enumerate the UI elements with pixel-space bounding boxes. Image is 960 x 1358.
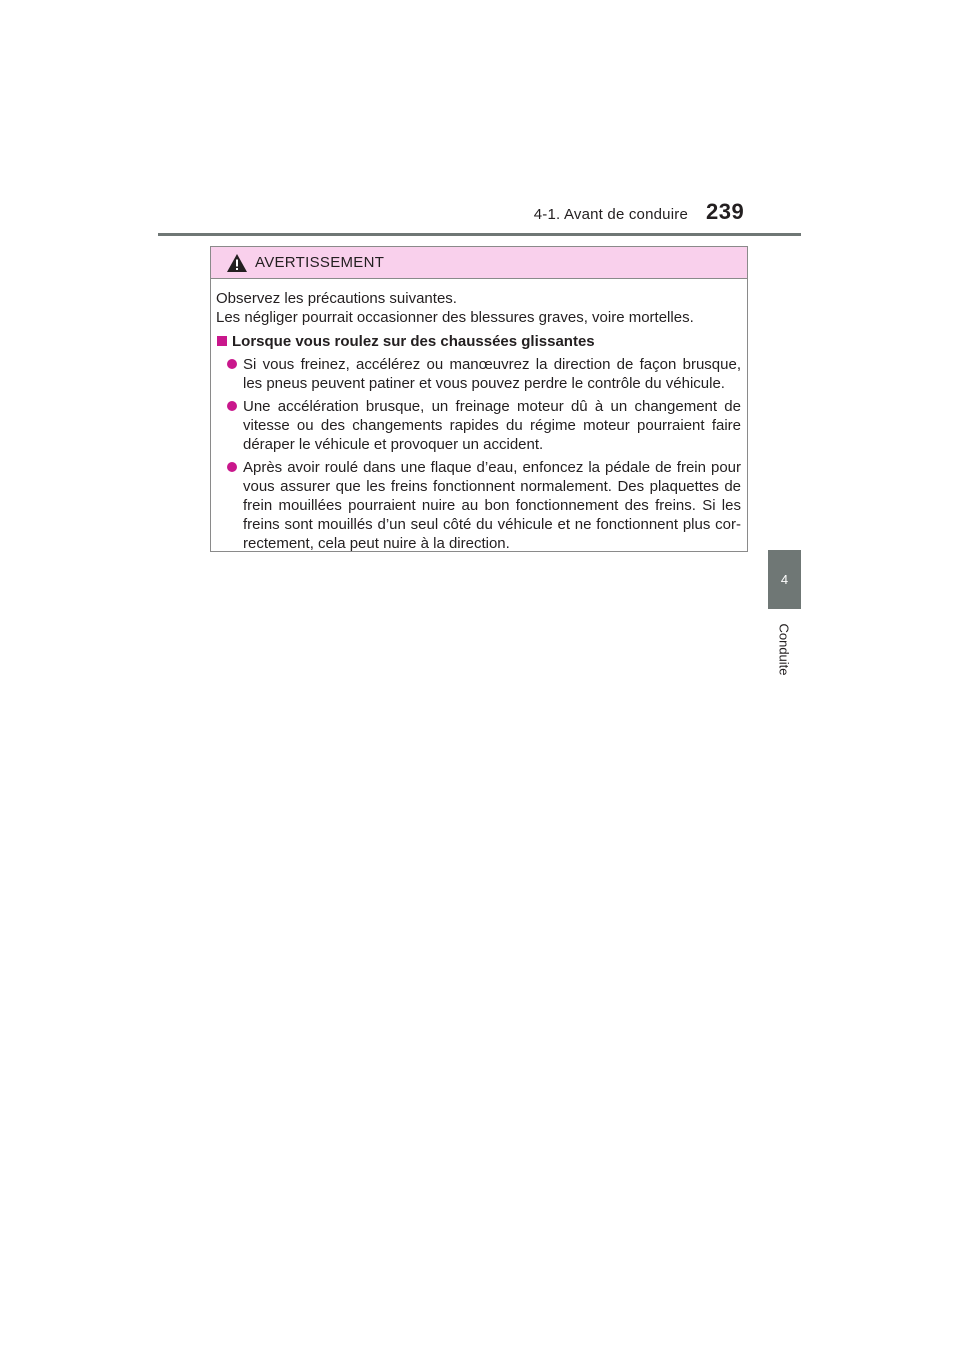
list-item <box>216 458 741 553</box>
warning-subheading <box>216 332 741 351</box>
list-item <box>216 397 741 454</box>
warning-title: AVERTISSEMENT <box>255 254 385 271</box>
chapter-tab <box>768 550 801 609</box>
warning-list <box>216 355 741 553</box>
warning-body <box>211 279 747 553</box>
warning-intro <box>216 289 741 327</box>
warning-triangle-icon <box>226 253 248 273</box>
bullet-dot-icon <box>227 359 237 369</box>
page-number: 239 <box>706 199 745 224</box>
list-item-text: Après avoir roulé dans une flaque d’eau, enfoncez la pédale de frein pour vous assurer que les freins fonctionnent normalement. Des plaquettes de frein mouillées pourraient nuire au bon fonctionnement des freins. Si les freins sont mouillés d’un seul côté du véhicule et ne fonctionnent plus cor-rectement, cela peut nuire à la direction. <box>243 459 741 552</box>
warning-box <box>210 246 748 552</box>
chapter-number: 4 <box>780 572 789 587</box>
intro-line: Les négliger pourrait occasionner des blessures graves, voire mortelles. <box>216 309 694 326</box>
subheading-text: Lorsque vous roulez sur des chaussées glissantes <box>232 333 595 350</box>
warning-header <box>211 247 747 279</box>
square-bullet-icon <box>217 336 227 346</box>
header-divider <box>158 233 801 236</box>
bullet-dot-icon <box>227 462 237 472</box>
section-title: 4-1. Avant de conduire <box>533 206 688 223</box>
list-item-text: Si vous freinez, accélérez ou manœuvrez la direction de façon brusque, les pneus peuvent patiner et vous pouvez perdre le contrôle du véhicule. <box>243 356 741 392</box>
chapter-label-text: Conduite <box>776 622 792 676</box>
list-item <box>216 355 741 393</box>
chapter-label <box>774 618 794 680</box>
intro-line: Observez les précautions suivantes. <box>216 290 457 307</box>
bullet-dot-icon <box>227 401 237 411</box>
list-item-text: Une accélération brusque, un freinage moteur dû à un changement de vitesse ou des changements rapides du régime moteur pourraient faire déraper le véhicule et provoquer un accident. <box>243 398 741 453</box>
